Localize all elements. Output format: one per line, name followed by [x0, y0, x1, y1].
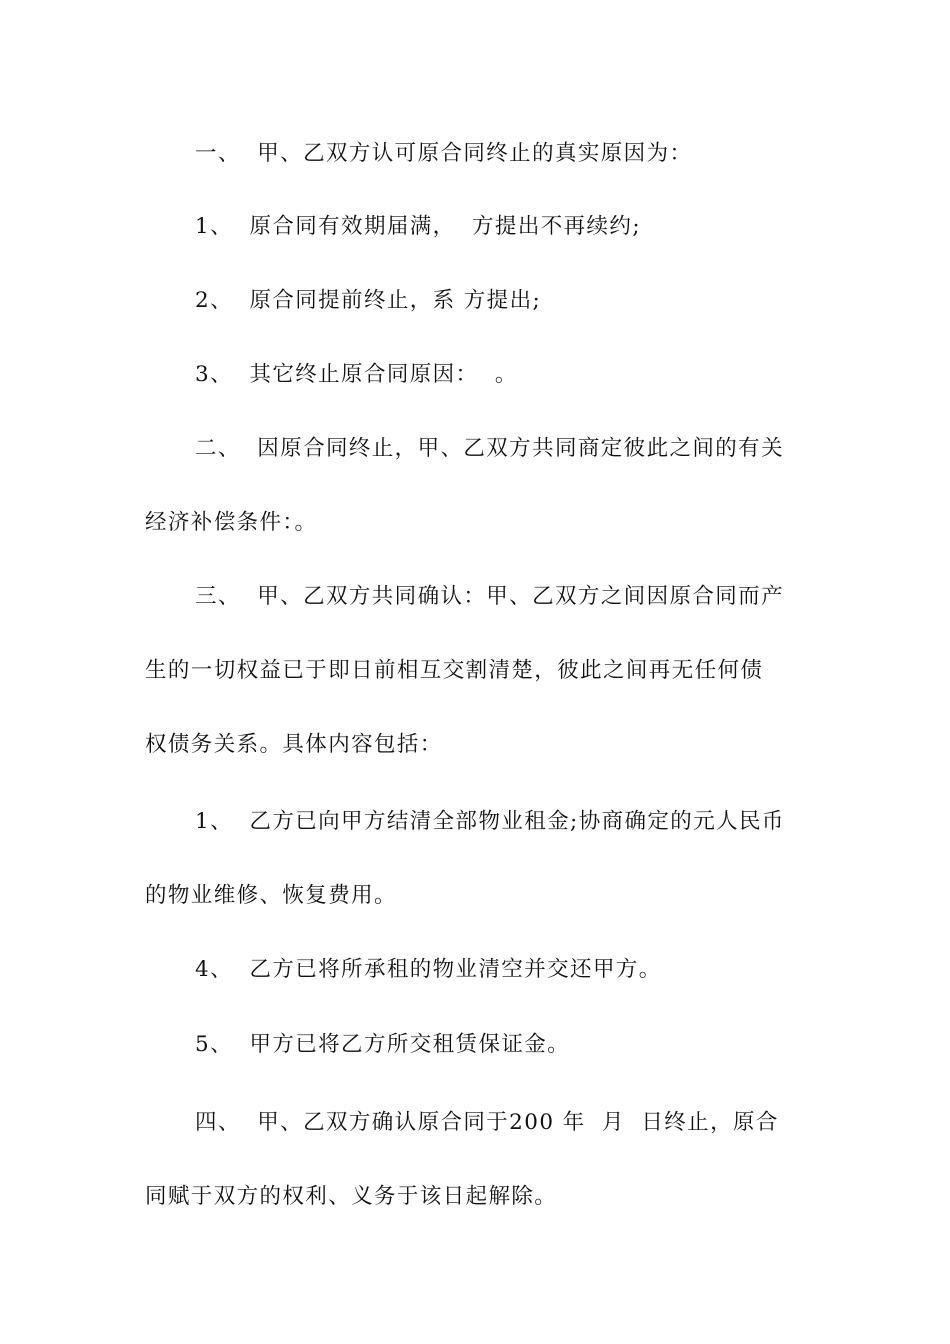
clause-1-item-2: 2、 原合同提前终止，系 方提出;: [195, 288, 542, 313]
clause-3-item-1-line-2: 的物业维修、恢复费用。: [145, 883, 397, 908]
clause-4-line-1: 四、 甲、乙双方确认原合同于200 年 月 日终止，原合: [195, 1110, 779, 1135]
clause-1-heading: 一、 甲、乙双方认可原合同终止的真实原因为：: [195, 141, 693, 166]
clause-4-line-2: 同赋于双方的权利、义务于该日起解除。: [145, 1184, 558, 1209]
clause-3-line-3: 权债务关系。具体内容包括：: [145, 732, 443, 757]
clause-3-line-1: 三、 甲、乙双方共同确认：甲、乙双方之间因原合同而产: [195, 584, 784, 609]
clause-3-item-5: 5、 甲方已将乙方所交租赁保证金。: [195, 1032, 571, 1057]
clause-3-item-1-line-1: 1、 乙方已向甲方结清全部物业租金;协商确定的元人民币: [195, 809, 785, 834]
clause-3-line-2: 生的一切权益已于即日前相互交割清楚，彼此之间再无任何债: [145, 658, 764, 683]
clause-1-item-1: 1、 原合同有效期届满， 方提出不再续约;: [195, 214, 641, 239]
clause-3-item-4: 4、 乙方已将所承租的物业清空并交还甲方。: [195, 957, 662, 982]
clause-1-item-3: 3、 其它终止原合同原因： 。: [195, 362, 518, 387]
clause-2-line-2: 经济补偿条件：。: [145, 510, 318, 535]
clause-2-line-1: 二、 因原合同终止，甲、乙双方共同商定彼此之间的有关: [195, 436, 784, 461]
